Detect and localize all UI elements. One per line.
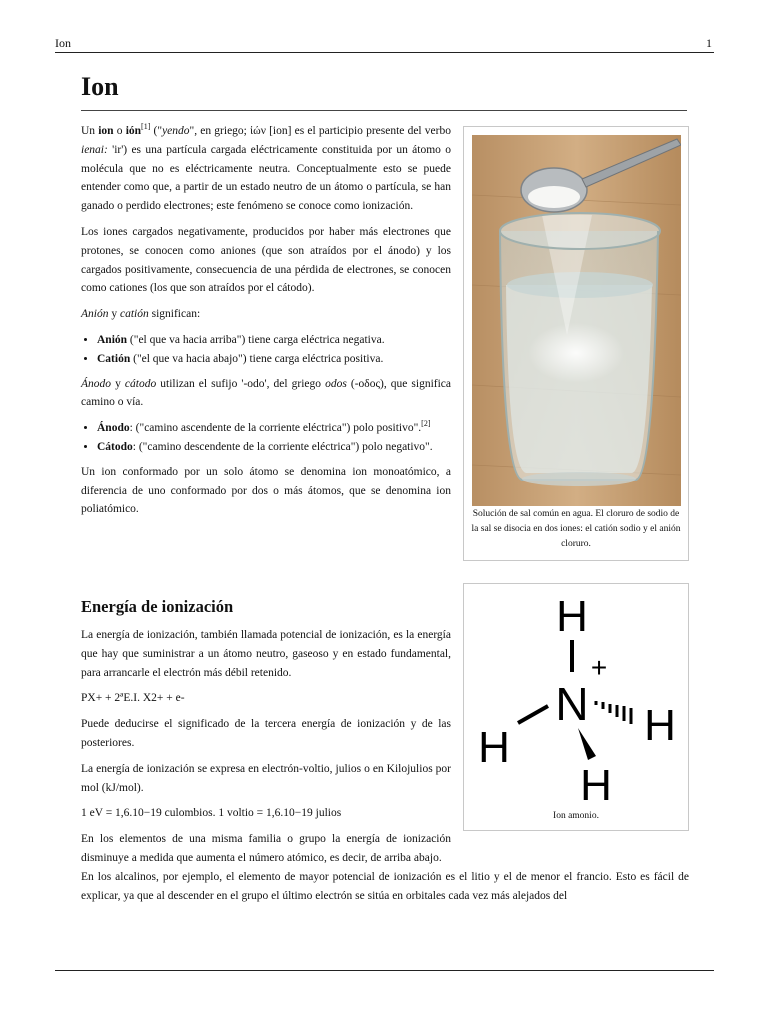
salt-solution-caption: Solución de sal común en agua. El cloruro de sodio de la sal se disocia en dos iones: el catión sodio y el anión cloruro. bbox=[471, 509, 681, 549]
citation-1[interactable]: [1] bbox=[141, 122, 151, 132]
salt-solution-photo bbox=[472, 135, 681, 506]
atom-h-top: H bbox=[556, 592, 588, 641]
page-number: 1 bbox=[706, 36, 712, 50]
atom-n: N bbox=[555, 678, 589, 730]
section-paragraph-3: Puede deducirse el significado de la tercera energía de ionización y de las posteriores. bbox=[81, 718, 451, 749]
intro-paragraph-5: Un ion conformado por un solo átomo se denomina ion monoatómico, a diferencia de uno conformado por dos o más átomos, que se denomina ion poliatómico. bbox=[81, 465, 451, 516]
intro-column bbox=[81, 122, 451, 526]
section-paragraph-4: La energía de ionización se expresa en electrón-voltio, julios o en Kilojulios por mol (kJ/mol). bbox=[81, 762, 451, 794]
anode-cathode-list bbox=[81, 419, 451, 457]
intro-paragraph-1: Un ion o ión[1] ("yendo", en griego; ἰών [ion] es el participio presente del verbo ienai: 'ir') es una partícula cargada eléctricamente constituida por un átomo o molécula que no es eléctricamente neutra. Conceptualmente esto se puede entender como que, a partir de un estado neutro de un átomo o partícula, se han ganado o perdido electrones; este fenómeno se conoce como ionización. bbox=[81, 122, 451, 213]
running-header bbox=[55, 36, 714, 53]
section-paragraph-1: La energía de ionización, también llamada potencial de ionización, es la energía que hay que suministrar a un átomo neutro, gaseoso y en estado fundamental, para arrancarle el electrón más débil retenido. bbox=[81, 629, 451, 679]
term-ion-accent: ión bbox=[125, 125, 142, 137]
term-ion: ion bbox=[98, 125, 114, 137]
anion-cation-list bbox=[81, 331, 451, 369]
atom-h-left: H bbox=[478, 723, 510, 772]
list-item: • Ánodo: ("camino ascendente de la corriente eléctrica") polo positivo".[2] bbox=[97, 419, 451, 438]
section-heading: Energía de ionización bbox=[81, 597, 234, 616]
salt-solution-figure bbox=[463, 126, 689, 561]
ammonium-figure bbox=[463, 583, 689, 831]
atom-h-bottom: H bbox=[580, 761, 612, 804]
ammonium-structure-diagram bbox=[464, 584, 688, 804]
intro-paragraph-4: Ánodo y cátodo utilizan el sufijo '-odo', del griego odos (-οδος), que significa camino o vía. bbox=[81, 377, 452, 409]
intro-paragraph-3: Anión y catión significan: bbox=[81, 308, 201, 321]
ammonium-caption: Ion amonio. bbox=[553, 811, 599, 821]
section-paragraph-6: En los elementos de una misma familia o grupo la energía de ionización disminuye a medida que aumenta el número atómico, es decir, de arriba abajo. bbox=[81, 833, 451, 864]
running-header-title: Ion bbox=[55, 36, 71, 50]
citation-2[interactable]: [2] bbox=[421, 419, 431, 429]
section-conversion: 1 eV = 1,6.10−19 culombios. 1 voltio = 1,6.10−19 julios bbox=[81, 807, 342, 820]
atom-h-right: H bbox=[644, 701, 676, 750]
intro-paragraph-2: Los iones cargados negativamente, producidos por haber más electrones que protones, se conocen como aniones (que son atraídos por el ánodo) y los cargados positivamente, consecuencia de una pérdida de electrones, se conocen como cationes (los que son atraídos por el cátodo). bbox=[81, 225, 451, 295]
page-title: Ion bbox=[81, 72, 119, 101]
title-underline bbox=[81, 110, 687, 111]
section-column bbox=[81, 626, 451, 875]
list-item: • Catión ("el que va hacia abajo") tiene carga eléctrica positiva. bbox=[97, 350, 451, 369]
charge-sign: + bbox=[590, 652, 608, 683]
section-formula: PX+ + 2ªE.I. X2+ + e- bbox=[81, 692, 185, 705]
footer-rule bbox=[55, 970, 714, 971]
section-paragraph-7: En los alcalinos, por ejemplo, el elemento de mayor potencial de ionización es el litio y el de menor el francio. Esto es fácil de explicar, ya que al descender en el grupo el último electrón se sitúa en orbitales cada vez más alejados del bbox=[81, 871, 689, 902]
list-item: • Cátodo: ("camino descendente de la corriente eléctrica") polo negativo". bbox=[97, 438, 451, 457]
list-item: • Anión ("el que va hacia arriba") tiene carga eléctrica negativa. bbox=[97, 331, 451, 350]
